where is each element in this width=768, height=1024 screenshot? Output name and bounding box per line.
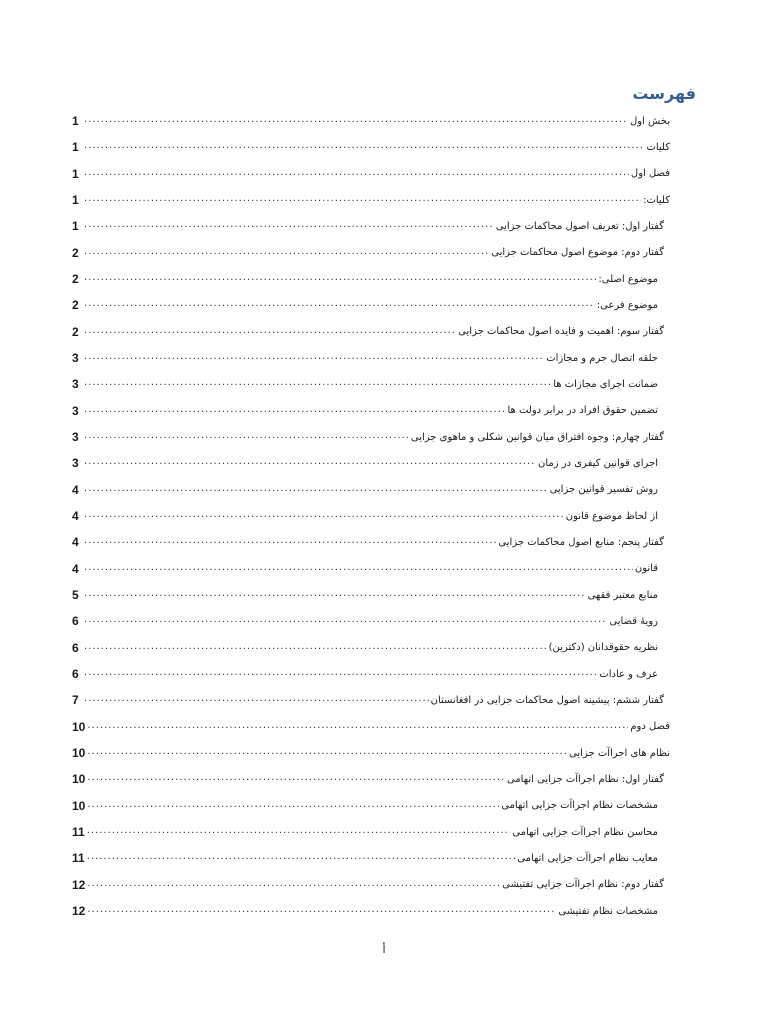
- toc-entry-page-number: 2: [72, 245, 79, 260]
- toc-entry-page-number: 2: [72, 324, 79, 339]
- toc-entry-page-number: 4: [72, 509, 79, 524]
- toc-entry-page-number: 4: [72, 482, 79, 497]
- toc-entry[interactable]: [72, 398, 670, 424]
- toc-entry-label: گفتار چهارم: وجوه افتراق میان قوانین شکلی و ماهوی جزایی: [410, 431, 664, 443]
- toc-entry[interactable]: [72, 371, 670, 397]
- toc-entry-label: فصل اول: [630, 168, 670, 180]
- toc-dot-leader: [84, 589, 586, 601]
- toc-entry-label: گفتار اول: تعریف اصول محاکمات جزایی: [495, 220, 664, 232]
- toc-entry[interactable]: [72, 766, 670, 792]
- toc-entry-page-number: 4: [72, 561, 79, 576]
- toc-entry-label: از لحاظ موضوع قانون: [565, 510, 658, 522]
- toc-entry-page-number: 1: [72, 193, 79, 208]
- toc-entry-page-number: 3: [72, 377, 79, 392]
- toc-entry[interactable]: [72, 240, 670, 266]
- toc-dot-leader: [84, 141, 644, 153]
- toc-dot-leader: [84, 642, 547, 654]
- toc-entry-page-number: 12: [72, 877, 86, 892]
- toc-dot-leader: [84, 378, 551, 390]
- toc-entry-page-number: 2: [72, 298, 79, 313]
- toc-entry[interactable]: [72, 292, 670, 318]
- toc-entry[interactable]: [72, 608, 670, 634]
- toc-dot-leader: [84, 115, 628, 127]
- toc-dot-leader: [87, 800, 499, 812]
- toc-entry-page-number: 10: [72, 746, 86, 761]
- toc-entry-label: گفتار دوم: نظام اجراآت جزایی تفتیشی: [502, 879, 664, 891]
- toc-dot-leader: [87, 721, 628, 733]
- toc-entry[interactable]: [72, 161, 670, 187]
- toc-entry-page-number: 10: [72, 719, 86, 734]
- toc-entry[interactable]: [72, 503, 670, 529]
- toc-entry-page-number: 1: [72, 166, 79, 181]
- toc-dot-leader: [84, 694, 429, 706]
- toc-entry[interactable]: [72, 266, 670, 292]
- toc-entry[interactable]: [72, 345, 670, 371]
- toc-entry-label: موضوع فرعی:: [596, 299, 658, 311]
- toc-entry-label: گفتار اول: نظام اجراآت جزایی اتهامی: [506, 773, 664, 785]
- toc-entry[interactable]: [72, 845, 670, 871]
- toc-entry-page-number: 6: [72, 640, 79, 655]
- toc-entry[interactable]: [72, 134, 670, 160]
- toc-entry[interactable]: [72, 187, 670, 213]
- toc-dot-leader: [84, 352, 544, 364]
- toc-dot-leader: [84, 536, 496, 548]
- toc-entry-label: حلقه اتصال جرم و مجازات: [546, 352, 658, 364]
- toc-entry-label: کلیات:: [643, 194, 670, 206]
- toc-dot-leader: [84, 484, 548, 496]
- toc-entry[interactable]: [72, 793, 670, 819]
- toc-entry-label: تضمین حقوق افراد در برابر دولت ها: [507, 405, 658, 417]
- toc-entry-page-number: 4: [72, 535, 79, 550]
- toc-dot-leader: [84, 168, 629, 180]
- toc-entry-label: رویهٔ قضایی: [609, 615, 658, 627]
- toc-dot-leader: [84, 299, 595, 311]
- toc-entry-label: ضمانت اجرای مجازات ها: [553, 378, 658, 390]
- toc-entry-label: روش تفسیر قوانین جزایی: [549, 484, 658, 496]
- toc-entry-page-number: 3: [72, 351, 79, 366]
- toc-entry[interactable]: [72, 872, 670, 898]
- toc-dot-leader: [84, 457, 536, 469]
- toc-entry-page-number: 7: [72, 693, 79, 708]
- toc-dot-leader: [84, 247, 489, 259]
- toc-entry-page-number: 6: [72, 614, 79, 629]
- toc-entry-page-number: 3: [72, 403, 79, 418]
- toc-entry-label: گفتار پنجم: منابع اصول محاکمات جزایی: [498, 536, 664, 548]
- toc-entry-page-number: 10: [72, 772, 86, 787]
- toc-entry-label: گفتار ششم: پیشینه اصول محاکمات جزایی در افغانستان: [430, 694, 664, 706]
- toc-dot-leader: [87, 852, 516, 864]
- toc-entry-page-number: 12: [72, 904, 86, 918]
- toc-entry[interactable]: [72, 740, 670, 766]
- toc-entry[interactable]: [72, 714, 670, 740]
- toc-dot-leader: [87, 773, 505, 785]
- toc-list: [72, 108, 670, 924]
- toc-entry-page-number: 2: [72, 272, 79, 287]
- toc-entry[interactable]: [72, 319, 670, 345]
- toc-dot-leader: [87, 747, 567, 759]
- toc-entry-label: فصل دوم: [630, 721, 670, 733]
- toc-dot-leader: [84, 431, 409, 443]
- toc-entry-label: منابع معتبر فقهی: [587, 589, 658, 601]
- toc-entry-page-number: 3: [72, 456, 79, 471]
- toc-dot-leader: [84, 563, 633, 575]
- toc-entry-label: گفتار دوم: موضوع اصول محاکمات جزایی: [491, 247, 664, 259]
- toc-entry-label: گفتار سوم: اهمیت و فایده اصول محاکمات جزایی: [458, 326, 664, 338]
- toc-entry-label: عرف و عادات: [599, 668, 658, 680]
- toc-entry-label: معایب نظام اجراآت جزایی اتهامی: [517, 852, 658, 864]
- toc-dot-leader: [84, 220, 494, 232]
- toc-dot-leader: [84, 668, 597, 680]
- toc-dot-leader: [84, 510, 564, 522]
- toc-entry-page-number: 5: [72, 588, 79, 603]
- toc-dot-leader: [84, 194, 641, 206]
- toc-entry[interactable]: [72, 898, 670, 924]
- toc-title: فهرست: [632, 84, 696, 103]
- toc-entry[interactable]: [72, 635, 670, 661]
- toc-entry-label: قانون: [634, 563, 658, 575]
- toc-entry-page-number: 6: [72, 667, 79, 682]
- toc-entry[interactable]: [72, 687, 670, 713]
- toc-entry-page-number: 11: [72, 851, 85, 866]
- toc-dot-leader: [84, 615, 607, 627]
- toc-dot-leader: [84, 273, 596, 285]
- toc-entry-label: بخش اول: [629, 115, 670, 127]
- toc-entry-label: مشخصات نظام اجراآت جزایی اتهامی: [501, 800, 658, 812]
- toc-entry-page-number: 1: [72, 114, 79, 129]
- toc-entry[interactable]: [72, 582, 670, 608]
- toc-entry[interactable]: [72, 108, 670, 134]
- toc-entry-page-number: 1: [72, 219, 79, 234]
- page-number: أ: [382, 943, 386, 956]
- toc-entry-label: موضوع اصلی:: [598, 273, 658, 285]
- toc-entry[interactable]: [72, 213, 670, 239]
- toc-entry[interactable]: [72, 424, 670, 450]
- toc-entry[interactable]: [72, 819, 670, 845]
- toc-entry-label: نظام های اجراآت جزایی: [569, 747, 670, 759]
- toc-entry[interactable]: [72, 477, 670, 503]
- toc-dot-leader: [84, 405, 505, 417]
- toc-entry-page-number: 1: [72, 140, 79, 155]
- toc-entry-page-number: 10: [72, 798, 86, 813]
- toc-dot-leader: [87, 826, 511, 838]
- toc-entry-label: اجرای قوانین کیفری در زمان: [538, 457, 658, 469]
- toc-entry-label: مشخصات نظام تفتیشی: [558, 905, 658, 917]
- toc-entry-page-number: 3: [72, 430, 79, 445]
- toc-entry-page-number: 11: [72, 825, 85, 840]
- toc-entry[interactable]: [72, 450, 670, 476]
- toc-entry[interactable]: [72, 529, 670, 555]
- toc-dot-leader: [87, 905, 556, 917]
- toc-dot-leader: [87, 879, 500, 891]
- toc-dot-leader: [84, 326, 456, 338]
- toc-entry[interactable]: [72, 556, 670, 582]
- toc-entry-label: نظریه حقوقدانان (دکترین): [548, 642, 658, 654]
- toc-entry-label: کلیات: [646, 141, 670, 153]
- toc-entry[interactable]: [72, 661, 670, 687]
- toc-entry-label: محاسن نظام اجراآت جزایی اتهامی: [512, 826, 658, 838]
